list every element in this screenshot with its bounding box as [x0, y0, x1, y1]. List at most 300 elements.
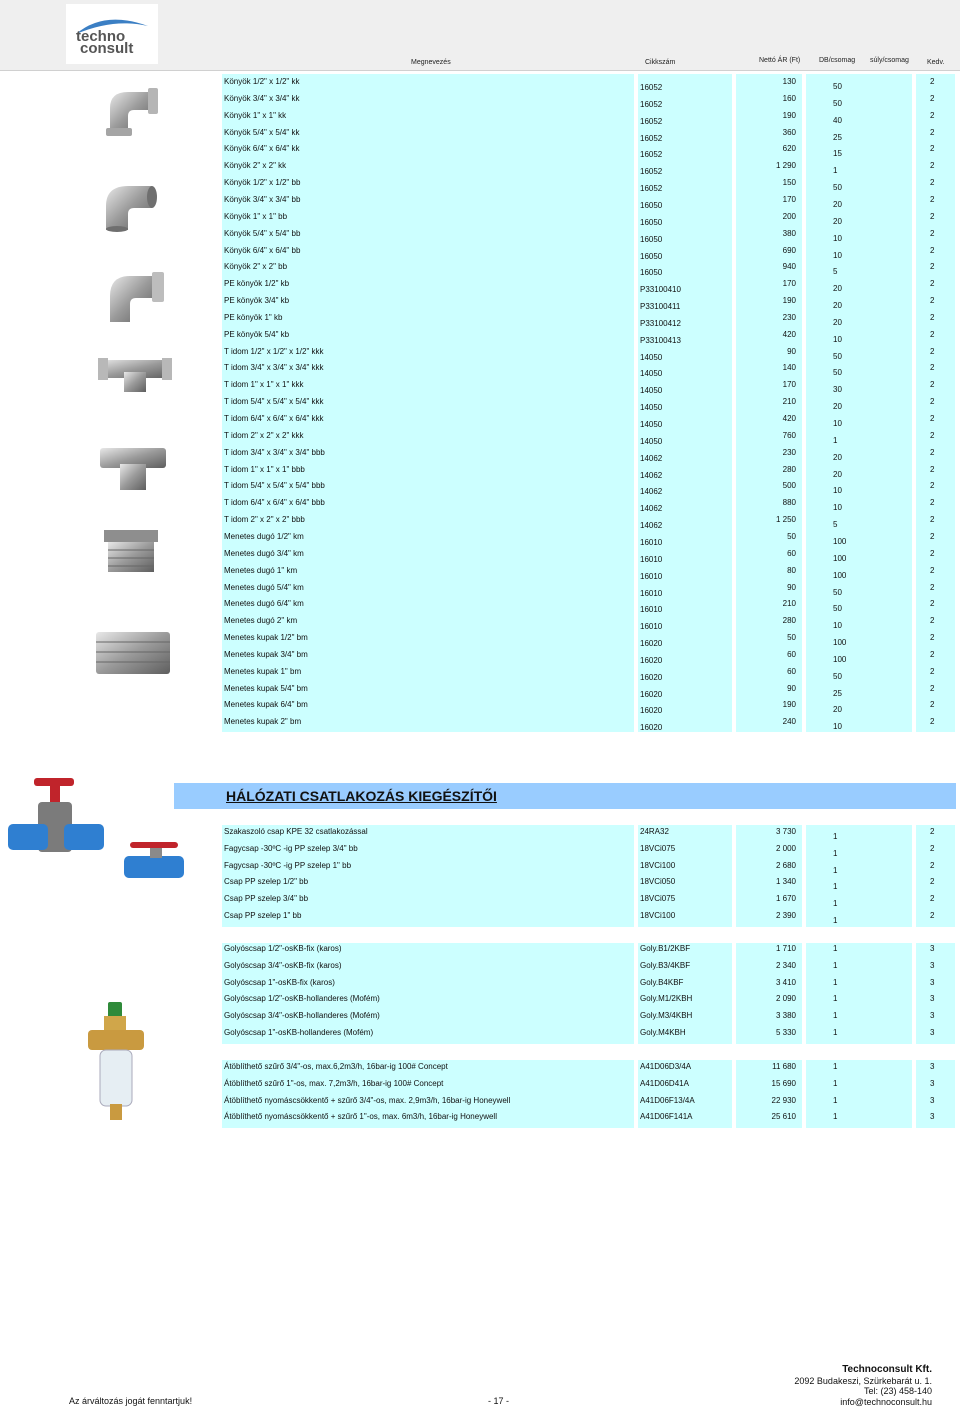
row-code: 16010 — [640, 571, 663, 581]
row-code: 16020 — [640, 639, 663, 649]
row-kedv: 2 — [930, 296, 935, 306]
row-code: 18VCi075 — [640, 843, 676, 853]
row-name: Könyök 6/4" x 6/4" bb — [224, 245, 301, 255]
footer-company: Technoconsult Kft. — [842, 1364, 932, 1375]
row-price: 280 — [782, 464, 796, 474]
row-price: 1 290 — [775, 161, 796, 171]
row-price: 170 — [782, 194, 796, 204]
row-db: 20 — [833, 199, 842, 209]
row-kedv: 2 — [930, 211, 935, 221]
row-kedv: 2 — [930, 464, 935, 474]
row-kedv: 2 — [930, 447, 935, 457]
row-kedv: 2 — [930, 515, 935, 525]
row-kedv: 2 — [930, 329, 935, 339]
section-banner — [174, 783, 956, 809]
row-price: 230 — [782, 447, 796, 457]
row-price: 360 — [782, 127, 796, 137]
row-code: A41D06F13/4A — [640, 1095, 695, 1105]
row-name: Könyök 1" x 1" kk — [224, 110, 287, 120]
row-name: Csap PP szelep 1" bb — [224, 911, 302, 920]
row-name: Könyök 6/4" x 6/4" kk — [224, 144, 300, 154]
row-code: 16020 — [640, 672, 663, 682]
row-db: 10 — [833, 503, 842, 513]
row-kedv: 2 — [930, 877, 935, 887]
row-price: 760 — [782, 430, 796, 440]
row-code: 16050 — [640, 200, 663, 210]
row-kedv: 2 — [930, 633, 935, 643]
row-price: 2 390 — [775, 911, 796, 920]
row-db: 1 — [833, 916, 838, 925]
row-name: Könyök 5/4" x 5/4" bb — [224, 228, 301, 238]
row-code: Goly.B3/4KBF — [640, 960, 691, 970]
row-name: Fagycsap -30ºC -ig PP szelep 3/4" bb — [224, 843, 358, 853]
row-price: 60 — [787, 649, 796, 659]
threaded-plug-image — [100, 528, 162, 576]
row-db: 50 — [833, 587, 842, 597]
row-kedv: 3 — [930, 1011, 935, 1021]
row-db: 1 — [833, 832, 838, 841]
row-price: 1 710 — [775, 944, 796, 953]
row-price: 620 — [782, 144, 796, 154]
row-price: 80 — [787, 565, 796, 575]
filter-product-image — [86, 1000, 146, 1124]
row-db: 50 — [833, 604, 842, 614]
row-price: 210 — [782, 397, 796, 407]
row-db: 40 — [833, 115, 842, 125]
footer-email[interactable]: info@technoconsult.hu — [840, 1397, 932, 1407]
row-db: 50 — [833, 368, 842, 378]
row-name: Könyök 1/2" x 1/2" kk — [224, 77, 300, 86]
row-db: 100 — [833, 536, 847, 546]
row-code: 16010 — [640, 605, 663, 615]
row-code: Goly.B1/2KBF — [640, 944, 691, 953]
row-name: Átöblíthető nyomáscsökkentő + szűrő 1"-os, max. 6m3/h, 16bar-ig Honeywell — [224, 1112, 497, 1122]
row-kedv: 2 — [930, 312, 935, 322]
row-name: Menetes dugó 5/4" km — [224, 582, 304, 592]
row-kedv: 2 — [930, 262, 935, 272]
row-kedv: 2 — [930, 228, 935, 238]
row-db: 10 — [833, 621, 842, 631]
row-name: Golyóscsap 1"-osKB-fix (karos) — [224, 977, 335, 987]
row-code: P33100413 — [640, 335, 681, 345]
row-price: 210 — [782, 599, 796, 609]
row-kedv: 2 — [930, 649, 935, 659]
row-kedv: 2 — [930, 616, 935, 626]
row-code: 16010 — [640, 622, 663, 632]
row-price: 3 380 — [775, 1011, 796, 1021]
row-db: 100 — [833, 638, 847, 648]
row-name: Golyóscsap 3/4"-osKB-fix (karos) — [224, 960, 342, 970]
row-kedv: 2 — [930, 531, 935, 541]
row-price: 22 930 — [771, 1095, 796, 1105]
row-db: 10 — [833, 722, 842, 732]
row-db: 1 — [833, 977, 838, 987]
row-price: 280 — [782, 616, 796, 626]
row-code: 16050 — [640, 251, 663, 261]
row-name: T idom 2" x 2" x 2" kkk — [224, 430, 304, 440]
row-db: 20 — [833, 216, 842, 226]
row-db: 1 — [833, 1062, 838, 1071]
row-price: 1 670 — [775, 894, 796, 904]
row-name: T idom 1/2" x 1/2" x 1/2" kkk — [224, 346, 324, 356]
row-code: 16010 — [640, 554, 663, 564]
row-code: A41D06D3/4A — [640, 1062, 692, 1071]
tee-kkk-image — [96, 352, 174, 394]
row-code: 16010 — [640, 588, 663, 598]
row-code: A41D06F141A — [640, 1112, 693, 1122]
row-name: Menetes kupak 2" bm — [224, 717, 302, 727]
row-code: Goly.M1/2KBH — [640, 994, 693, 1004]
row-kedv: 3 — [930, 994, 935, 1004]
row-price: 190 — [782, 296, 796, 306]
row-db: 100 — [833, 553, 847, 563]
row-code: 16052 — [640, 150, 663, 160]
row-kedv: 3 — [930, 1112, 935, 1122]
row-name: Fagycsap -30ºC -ig PP szelep 1" bb — [224, 860, 352, 870]
row-db: 10 — [833, 334, 842, 344]
row-code: 16052 — [640, 99, 663, 109]
row-db: 25 — [833, 132, 842, 142]
row-db: 20 — [833, 284, 842, 294]
row-code: 16050 — [640, 234, 663, 244]
row-price: 690 — [782, 245, 796, 255]
row-price: 500 — [782, 481, 796, 491]
row-kedv: 2 — [930, 77, 935, 86]
row-code: 16050 — [640, 217, 663, 227]
row-code: P33100410 — [640, 285, 681, 295]
row-name: T idom 5/4" x 5/4" x 5/4" kkk — [224, 397, 324, 407]
footer-tel: Tel: (23) 458-140 — [863, 1386, 932, 1396]
row-name: Szakaszoló csap KPE 32 csatlakozással — [224, 827, 368, 836]
row-name: Könyök 1/2" x 1/2" bb — [224, 178, 301, 188]
row-name: Menetes dugó 6/4" km — [224, 599, 304, 609]
row-code: 16020 — [640, 689, 663, 699]
row-db: 30 — [833, 385, 842, 395]
row-kedv: 2 — [930, 178, 935, 188]
row-db: 20 — [833, 317, 842, 327]
row-code: Goly.M3/4KBH — [640, 1011, 693, 1021]
row-code: P33100411 — [640, 302, 681, 312]
row-db: 1 — [833, 1011, 838, 1021]
row-price: 2 680 — [775, 860, 796, 870]
row-kedv: 3 — [930, 1028, 935, 1037]
row-price: 240 — [782, 717, 796, 727]
row-price: 1 250 — [775, 515, 796, 525]
page-number: - 17 - — [488, 1396, 510, 1406]
row-code: 16020 — [640, 723, 663, 733]
row-name: Átöblíthető nyomáscsökkentő + szűrő 3/4"-os, max. 2,9m3/h, 16bar-ig Honeywell — [224, 1095, 511, 1105]
row-db: 50 — [833, 98, 842, 108]
row-code: 14062 — [640, 504, 663, 514]
row-name: T idom 5/4" x 5/4" x 5/4" bbb — [224, 481, 325, 491]
row-name: Menetes kupak 5/4" bm — [224, 683, 308, 693]
row-code: 14062 — [640, 521, 663, 531]
row-name: T idom 6/4" x 6/4" x 6/4" kkk — [224, 414, 324, 423]
row-kedv: 2 — [930, 827, 935, 836]
row-db: 1 — [833, 994, 838, 1004]
row-price: 1 340 — [775, 877, 796, 887]
row-db: 20 — [833, 705, 842, 715]
row-db: 25 — [833, 688, 842, 698]
row-db: 1 — [833, 1095, 838, 1105]
row-code: 16010 — [640, 537, 663, 547]
col-header-suly: súly/csomag — [870, 57, 909, 64]
page-header — [0, 0, 960, 71]
row-db: 1 — [833, 882, 838, 892]
row-code: 18VCi050 — [640, 877, 676, 887]
row-db: 100 — [833, 570, 847, 580]
row-name: Könyök 3/4" x 3/4" bb — [224, 194, 301, 204]
elbow-kk-image — [100, 84, 162, 136]
row-kedv: 2 — [930, 363, 935, 373]
row-code: 18VCi100 — [640, 911, 676, 920]
row-kedv: 2 — [930, 93, 935, 103]
row-code: 14050 — [640, 352, 663, 362]
row-db: 5 — [833, 267, 838, 277]
row-db: 1 — [833, 1112, 838, 1122]
row-price: 5 330 — [775, 1028, 796, 1037]
row-price: 11 680 — [772, 1062, 796, 1071]
row-price: 90 — [787, 582, 796, 592]
row-kedv: 2 — [930, 860, 935, 870]
row-price: 150 — [782, 178, 796, 188]
row-price: 3 730 — [775, 827, 796, 836]
row-kedv: 3 — [930, 1095, 935, 1105]
row-db: 1 — [833, 960, 838, 970]
row-code: A41D06D41A — [640, 1078, 689, 1088]
row-name: PE könyök 1" kb — [224, 312, 283, 322]
row-db: 1 — [833, 944, 838, 953]
row-code: 16052 — [640, 83, 663, 92]
row-code: 14050 — [640, 386, 663, 396]
row-price: 880 — [782, 498, 796, 508]
row-kedv: 3 — [930, 977, 935, 987]
company-logo: techno consult — [66, 4, 158, 64]
row-price: 420 — [782, 414, 796, 423]
row-db: 1 — [833, 1028, 838, 1037]
row-price: 140 — [782, 363, 796, 373]
row-db: 50 — [833, 351, 842, 361]
row-name: Menetes kupak 6/4" bm — [224, 700, 308, 710]
row-db: 1 — [833, 848, 838, 858]
row-code: 14062 — [640, 470, 663, 480]
valves-table — [222, 825, 955, 927]
row-kedv: 2 — [930, 397, 935, 407]
row-price: 130 — [782, 77, 796, 86]
row-name: Golyóscsap 1/2"-osKB-hollanderes (Mofém) — [224, 994, 380, 1004]
row-name: Csap PP szelep 1/2" bb — [224, 877, 309, 887]
row-code: 14050 — [640, 436, 663, 446]
row-code: 16052 — [640, 133, 663, 143]
row-db: 5 — [833, 520, 838, 530]
row-price: 170 — [782, 279, 796, 289]
row-db: 20 — [833, 469, 842, 479]
row-price: 380 — [782, 228, 796, 238]
row-name: PE könyök 1/2" kb — [224, 279, 290, 289]
row-price: 190 — [782, 700, 796, 710]
footer-notice: Az árváltozás jogát fenntartjuk! — [69, 1396, 193, 1406]
row-code: 16052 — [640, 116, 663, 126]
row-kedv: 2 — [930, 498, 935, 508]
row-name: T idom 3/4" x 3/4" x 3/4" bbb — [224, 447, 325, 457]
elbow-bb-image — [100, 180, 158, 232]
row-code: P33100412 — [640, 318, 681, 328]
fittings-table — [222, 74, 955, 732]
row-code: Goly.B4KBF — [640, 977, 684, 987]
row-code: 14050 — [640, 369, 663, 379]
row-name: Golyóscsap 3/4"-osKB-hollanderes (Mofém) — [224, 1011, 380, 1021]
row-kedv: 2 — [930, 127, 935, 137]
row-price: 25 610 — [771, 1112, 796, 1122]
row-name: Menetes dugó 1" km — [224, 565, 298, 575]
row-name: PE könyök 3/4" kb — [224, 296, 290, 306]
row-kedv: 2 — [930, 346, 935, 356]
row-kedv: 2 — [930, 144, 935, 154]
row-kedv: 2 — [930, 481, 935, 491]
row-kedv: 3 — [930, 1078, 935, 1088]
row-name: Könyök 1" x 1" bb — [224, 211, 288, 221]
tee-bbb-image — [98, 444, 168, 492]
footer-address: 2092 Budakeszi, Szürkebarát u. 1. — [794, 1376, 932, 1386]
row-price: 200 — [782, 211, 796, 221]
row-code: 16020 — [640, 655, 663, 665]
row-price: 3 410 — [775, 977, 796, 987]
row-kedv: 2 — [930, 717, 935, 727]
row-name: PE könyök 5/4" kb — [224, 329, 290, 339]
col-header-code: Cikkszám — [645, 59, 676, 66]
row-kedv: 2 — [930, 683, 935, 693]
row-db: 20 — [833, 301, 842, 311]
row-kedv: 2 — [930, 843, 935, 853]
row-price: 160 — [782, 93, 796, 103]
row-code: 14050 — [640, 420, 663, 429]
row-name: T idom 1" x 1" x 1" bbb — [224, 464, 305, 474]
row-db: 50 — [833, 82, 842, 91]
row-kedv: 2 — [930, 194, 935, 204]
row-price: 50 — [787, 531, 796, 541]
row-db: 1 — [833, 865, 838, 875]
row-kedv: 3 — [930, 960, 935, 970]
valve-product-image — [4, 772, 190, 882]
row-name: T idom 2" x 2" x 2" bbb — [224, 515, 305, 525]
row-kedv: 2 — [930, 414, 935, 423]
threaded-cap-image — [94, 630, 172, 676]
row-code: 16052 — [640, 184, 663, 194]
row-price: 60 — [787, 548, 796, 558]
row-name: Könyök 2" x 2" kk — [224, 161, 287, 171]
row-kedv: 2 — [930, 430, 935, 440]
row-code: 16052 — [640, 167, 663, 177]
col-header-db: DB/csomag — [819, 57, 856, 64]
row-kedv: 2 — [930, 894, 935, 904]
row-name: T idom 3/4" x 3/4" x 3/4" kkk — [224, 363, 324, 373]
row-db: 50 — [833, 183, 842, 193]
row-name: Menetes dugó 3/4" km — [224, 548, 304, 558]
row-code: 18VCi075 — [640, 894, 676, 904]
row-db: 10 — [833, 233, 842, 243]
row-kedv: 3 — [930, 1062, 935, 1071]
row-db: 1 — [833, 1078, 838, 1088]
row-kedv: 2 — [930, 110, 935, 120]
row-price: 170 — [782, 380, 796, 390]
row-db: 1 — [833, 166, 838, 176]
row-db: 10 — [833, 486, 842, 496]
row-name: Csap PP szelep 3/4" bb — [224, 894, 309, 904]
row-kedv: 3 — [930, 944, 935, 953]
row-kedv: 2 — [930, 380, 935, 390]
row-price: 230 — [782, 312, 796, 322]
row-code: Goly.M4KBH — [640, 1028, 686, 1037]
pe-elbow-image — [100, 268, 166, 324]
row-price: 2 340 — [775, 960, 796, 970]
row-kedv: 2 — [930, 582, 935, 592]
row-price: 50 — [787, 633, 796, 643]
row-code: 14062 — [640, 453, 663, 463]
row-kedv: 2 — [930, 599, 935, 609]
row-code: 16020 — [640, 706, 663, 716]
row-kedv: 2 — [930, 245, 935, 255]
row-price: 420 — [782, 329, 796, 339]
row-name: Menetes kupak 1" bm — [224, 666, 302, 676]
col-header-name: Megnevezés — [411, 59, 451, 66]
row-name: Golyóscsap 1/2"-osKB-fix (karos) — [224, 944, 342, 953]
row-db: 1 — [833, 435, 838, 445]
row-code: 24RA32 — [640, 827, 669, 836]
row-name: Menetes kupak 1/2" bm — [224, 633, 308, 643]
row-name: Átöblíthető szűrő 3/4"-os, max.6,2m3/h, 16bar-ig 100# Concept — [224, 1062, 448, 1071]
row-price: 190 — [782, 110, 796, 120]
row-name: Átöblíthető szűrő 1"-os, max. 7,2m3/h, 16bar-ig 100# Concept — [224, 1078, 444, 1088]
row-name: T idom 6/4" x 6/4" x 6/4" bbb — [224, 498, 325, 508]
row-db: 20 — [833, 452, 842, 462]
row-price: 2 090 — [775, 994, 796, 1004]
row-kedv: 2 — [930, 700, 935, 710]
row-code: 16050 — [640, 268, 663, 278]
row-db: 100 — [833, 654, 847, 664]
row-name: Menetes kupak 3/4" bm — [224, 649, 308, 659]
row-db: 10 — [833, 419, 842, 428]
row-db: 1 — [833, 899, 838, 909]
row-kedv: 2 — [930, 666, 935, 676]
row-name: Könyök 2" x 2" bb — [224, 262, 288, 272]
row-db: 10 — [833, 250, 842, 260]
row-db: 20 — [833, 402, 842, 412]
col-header-kedv: Kedv. — [927, 59, 945, 66]
row-kedv: 2 — [930, 911, 935, 920]
row-name: Könyök 5/4" x 5/4" kk — [224, 127, 300, 137]
row-name: T idom 1" x 1" x 1" kkk — [224, 380, 304, 390]
row-code: 14050 — [640, 403, 663, 413]
row-db: 50 — [833, 671, 842, 681]
row-price: 940 — [782, 262, 796, 272]
row-price: 2 000 — [775, 843, 796, 853]
row-kedv: 2 — [930, 279, 935, 289]
row-db: 15 — [833, 149, 842, 159]
row-price: 90 — [787, 346, 796, 356]
row-kedv: 2 — [930, 548, 935, 558]
row-kedv: 2 — [930, 161, 935, 171]
row-code: 14062 — [640, 487, 663, 497]
section-title: HÁLÓZATI CSATLAKOZÁS KIEGÉSZÍTŐI — [226, 788, 497, 804]
row-name: Menetes dugó 1/2" km — [224, 531, 304, 541]
row-name: Menetes dugó 2" km — [224, 616, 298, 626]
row-price: 15 690 — [771, 1078, 796, 1088]
col-header-price: Nettó ÁR (Ft) — [759, 57, 801, 64]
row-code: 18VCi100 — [640, 860, 676, 870]
row-price: 60 — [787, 666, 796, 676]
row-name: Golyóscsap 1"-osKB-hollanderes (Mofém) — [224, 1028, 374, 1037]
row-kedv: 2 — [930, 565, 935, 575]
